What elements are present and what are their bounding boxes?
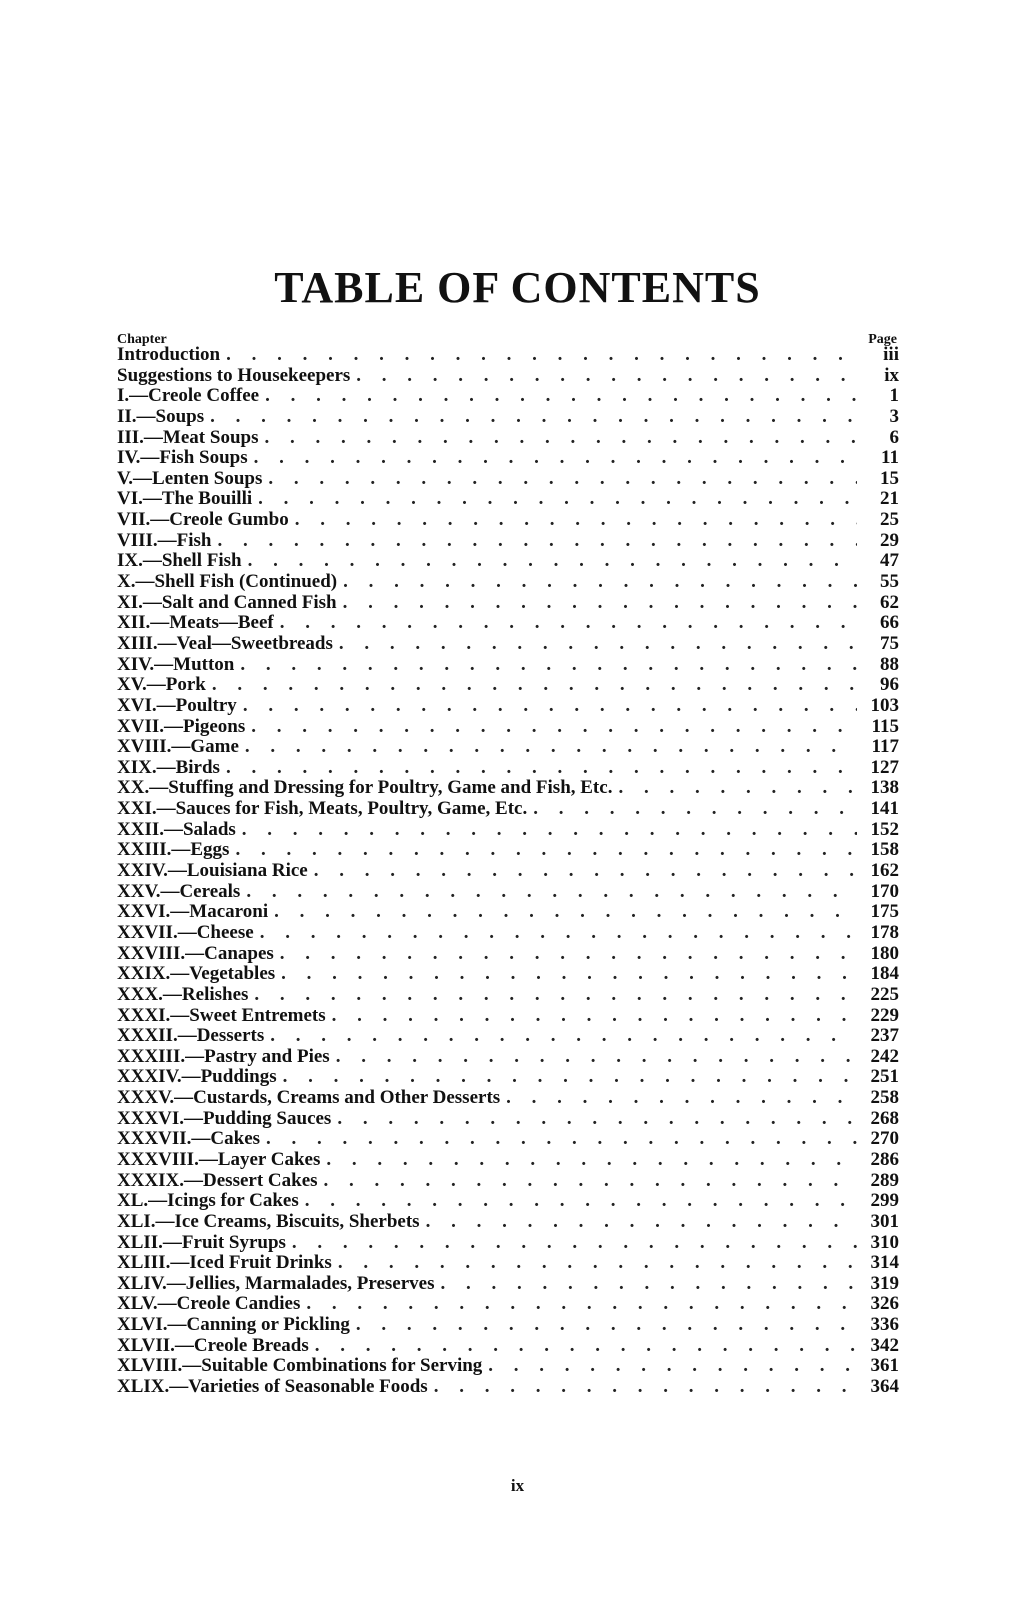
toc-entry-label: Suggestions to Housekeepers <box>117 364 351 386</box>
toc-entry-label: XXXII.—Desserts <box>117 1025 265 1047</box>
toc-entry-label: XXX.—Relishes <box>117 983 249 1005</box>
toc-entry-label: XIII.—Veal—Sweetbreads <box>117 632 333 654</box>
toc-entry-label: XIX.—Birds <box>117 756 220 778</box>
chapter-column-header: Chapter <box>117 332 167 347</box>
toc-entry <box>117 717 899 738</box>
dot-leader <box>270 1026 857 1047</box>
toc-entry-page-number: 3 <box>889 405 899 427</box>
toc-entry-label: XXVI.—Macaroni <box>117 901 269 923</box>
toc-entry <box>117 675 899 696</box>
toc-entry-page-number: 62 <box>880 591 899 613</box>
dot-leader <box>240 655 857 676</box>
dot-leader <box>434 1377 857 1398</box>
toc-entry-label: IV.—Fish Soups <box>117 447 248 469</box>
toc-entry <box>117 964 899 985</box>
toc-entry-page-number: 55 <box>880 571 899 593</box>
toc-entry <box>117 882 899 903</box>
toc-entry-page-number: 25 <box>880 509 899 531</box>
toc-entry-label: XLVII.—Creole Breads <box>117 1334 309 1356</box>
toc-entry-page-number: 258 <box>870 1087 899 1109</box>
toc-entry <box>117 1067 899 1088</box>
toc-entry-label: XXXV.—Custards, Creams and Other Desserts <box>117 1087 501 1109</box>
toc-entry-page-number: 251 <box>870 1066 899 1088</box>
dot-leader <box>280 944 857 965</box>
toc-entry-label: XLIV.—Jellies, Marmalades, Preserves <box>117 1272 435 1294</box>
toc-entry <box>117 737 899 758</box>
dot-leader <box>488 1356 857 1377</box>
toc-entry-label: I.—Creole Coffee <box>117 385 260 407</box>
toc-entry-page-number: 184 <box>870 963 899 985</box>
toc-entry-page-number: 342 <box>870 1334 899 1356</box>
toc-entry <box>117 345 899 366</box>
dot-leader <box>618 778 857 799</box>
dot-leader <box>295 510 857 531</box>
toc-entry <box>117 902 899 923</box>
toc-entry-label: V.—Lenten Soups <box>117 467 263 489</box>
toc-entry-page-number: 117 <box>871 736 899 758</box>
toc-entry-page-number: 336 <box>870 1314 899 1336</box>
toc-entry-page-number: 326 <box>870 1293 899 1315</box>
toc-entry <box>117 944 899 965</box>
toc-entry <box>117 923 899 944</box>
toc-entry-label: XLV.—Creole Candies <box>117 1293 301 1315</box>
toc-entry-page-number: 47 <box>880 550 899 572</box>
toc-entry-label: XLII.—Fruit Syrups <box>117 1231 286 1253</box>
dot-leader <box>324 1171 857 1192</box>
toc-entry-label: X.—Shell Fish (Continued) <box>117 571 338 593</box>
toc-entry-label: VI.—The Bouilli <box>117 488 253 510</box>
toc-entry <box>117 366 899 387</box>
dot-leader <box>260 923 857 944</box>
toc-entry <box>117 1274 899 1295</box>
dot-leader <box>274 902 857 923</box>
toc-entry-page-number: 364 <box>870 1376 899 1398</box>
toc-entry-page-number: 162 <box>870 860 899 882</box>
toc-entry <box>117 655 899 676</box>
toc-entry-page-number: 319 <box>870 1272 899 1294</box>
toc-entry <box>117 1253 899 1274</box>
dot-leader <box>246 882 857 903</box>
toc-entry-page-number: 270 <box>870 1128 899 1150</box>
toc-entry <box>117 1315 899 1336</box>
toc-entry-label: XVIII.—Game <box>117 736 239 758</box>
toc-entry <box>117 1129 899 1150</box>
toc-entry-label: VIII.—Fish <box>117 529 212 551</box>
toc-entry <box>117 1150 899 1171</box>
dot-leader <box>218 531 858 552</box>
toc-entry-label: XXVII.—Cheese <box>117 921 254 943</box>
toc-entry <box>117 1026 899 1047</box>
toc-entry-label: XI.—Salt and Canned Fish <box>117 591 337 613</box>
toc-entry-label: XXIX.—Vegetables <box>117 963 276 985</box>
dot-leader <box>336 1047 857 1068</box>
toc-entry-page-number: iii <box>883 344 899 365</box>
toc-entry <box>117 469 899 490</box>
toc-entry <box>117 1171 899 1192</box>
toc-entry-label: Introduction <box>117 344 221 365</box>
toc-entry-page-number: 286 <box>870 1148 899 1170</box>
toc-entry <box>117 778 899 799</box>
toc-entry-label: XXXVIII.—Layer Cakes <box>117 1148 321 1170</box>
toc-entry-page-number: 138 <box>870 777 899 799</box>
dot-leader <box>268 469 857 490</box>
dot-leader <box>337 1109 857 1130</box>
toc-entry-page-number: 314 <box>870 1252 899 1274</box>
toc-entry-page-number: 180 <box>870 942 899 964</box>
toc-entry-page-number: 21 <box>880 488 899 510</box>
toc-entry-label: XX.—Stuffing and Dressing for Poultry, Game and Fish, Etc. <box>117 777 613 799</box>
toc-entry <box>117 551 899 572</box>
toc-entry <box>117 1088 899 1109</box>
toc-entry <box>117 1377 899 1398</box>
dot-leader <box>266 1129 857 1150</box>
toc-entry-page-number: 66 <box>880 612 899 634</box>
toc-entry <box>117 1109 899 1130</box>
toc-entry-label: XXXIX.—Dessert Cakes <box>117 1169 318 1191</box>
toc-entry-page-number: 103 <box>870 694 899 716</box>
toc-entry-page-number: 158 <box>870 839 899 861</box>
toc-entry-label: II.—Soups <box>117 405 205 427</box>
toc-entry <box>117 1006 899 1027</box>
toc-entry-page-number: 170 <box>870 880 899 902</box>
toc-entry-page-number: 152 <box>870 818 899 840</box>
toc-entry <box>117 1294 899 1315</box>
toc-entry <box>117 820 899 841</box>
toc-entry-label: XXI.—Sauces for Fish, Meats, Poultry, Game, Etc. <box>117 798 528 820</box>
toc-entry <box>117 696 899 717</box>
toc-entry <box>117 489 899 510</box>
toc-entry-label: XXXVI.—Pudding Sauces <box>117 1107 332 1129</box>
toc-entry-label: XXV.—Cereals <box>117 880 241 902</box>
dot-leader <box>254 985 857 1006</box>
page-number: ix <box>510 1476 525 1495</box>
toc-entry-label: XXII.—Salads <box>117 818 236 840</box>
dot-leader <box>356 1315 857 1336</box>
toc-entry-page-number: 127 <box>870 756 899 778</box>
toc-entry-label: XXXVII.—Cakes <box>117 1128 261 1150</box>
toc-entry-label: XIV.—Mutton <box>117 653 235 675</box>
dot-leader <box>314 861 857 882</box>
toc-entry-page-number: 268 <box>870 1107 899 1129</box>
toc-entry-label: XLVI.—Canning or Pickling <box>117 1314 350 1336</box>
toc-entry-label: XXXIII.—Pastry and Pies <box>117 1045 330 1067</box>
toc-entry-label: XXXI.—Sweet Entremets <box>117 1004 326 1026</box>
toc-entry <box>117 758 899 779</box>
toc-entry-label: XVII.—Pigeons <box>117 715 246 737</box>
toc-entry-label: XLVIII.—Suitable Combinations for Serving <box>117 1355 483 1377</box>
dot-leader <box>292 1233 857 1254</box>
toc-entry-label: XXIV.—Louisiana Rice <box>117 860 308 882</box>
toc-entry <box>117 407 899 428</box>
toc-entry-page-number: 178 <box>870 921 899 943</box>
toc-entry-page-number: 229 <box>870 1004 899 1026</box>
dot-leader <box>441 1274 858 1295</box>
toc-entry <box>117 386 899 407</box>
toc-entry-page-number: 175 <box>870 901 899 923</box>
toc-entry <box>117 985 899 1006</box>
toc-entry-page-number: 96 <box>880 674 899 696</box>
toc-entry <box>117 428 899 449</box>
toc-entry-page-number: ix <box>884 364 899 386</box>
toc-entry-label: XLI.—Ice Creams, Biscuits, Sherbets <box>117 1210 420 1232</box>
toc-entry-page-number: 242 <box>870 1045 899 1067</box>
toc-entry-page-number: 115 <box>871 715 899 737</box>
dot-leader <box>235 840 857 861</box>
toc-entry <box>117 448 899 469</box>
dot-leader <box>264 428 857 449</box>
dot-leader <box>251 717 857 738</box>
toc-entry-label: XLIII.—Iced Fruit Drinks <box>117 1252 332 1274</box>
dot-leader <box>533 799 857 820</box>
toc-entry-label: XVI.—Poultry <box>117 694 237 716</box>
toc-entry-page-number: 29 <box>880 529 899 551</box>
dot-leader <box>281 964 857 985</box>
dot-leader <box>210 407 857 428</box>
dot-leader <box>343 572 857 593</box>
toc-entry-page-number: 141 <box>870 798 899 820</box>
toc-entry-label: III.—Meat Soups <box>117 426 259 448</box>
toc-entry-page-number: 6 <box>889 426 899 448</box>
toc-entry-page-number: 225 <box>870 983 899 1005</box>
dot-leader <box>506 1088 857 1109</box>
dot-leader <box>226 345 857 366</box>
page-column-header: Page <box>868 332 897 347</box>
toc-entry-page-number: 88 <box>880 653 899 675</box>
toc-entry-label: XII.—Meats—Beef <box>117 612 274 634</box>
toc-entry-label: XXIII.—Eggs <box>117 839 230 861</box>
toc-entry <box>117 1356 899 1377</box>
toc-entry-page-number: 310 <box>870 1231 899 1253</box>
toc-entry-page-number: 15 <box>880 467 899 489</box>
toc-entry-label: IX.—Shell Fish <box>117 550 242 572</box>
dot-leader <box>356 366 857 387</box>
dot-leader <box>339 634 857 655</box>
toc-entry <box>117 1336 899 1357</box>
dot-leader <box>338 1253 857 1274</box>
toc-entry-page-number: 11 <box>881 447 899 469</box>
toc-entry <box>117 634 899 655</box>
dot-leader <box>248 551 857 572</box>
toc-entry-page-number: 289 <box>870 1169 899 1191</box>
toc-entry <box>117 613 899 634</box>
toc-entry-label: XXVIII.—Canapes <box>117 942 274 964</box>
toc-entry <box>117 1191 899 1212</box>
toc-entry <box>117 840 899 861</box>
toc-entry <box>117 510 899 531</box>
toc-entry <box>117 861 899 882</box>
dot-leader <box>245 737 857 758</box>
toc-entry-page-number: 237 <box>870 1025 899 1047</box>
dot-leader <box>283 1067 857 1088</box>
toc-entry-label: XXXIV.—Puddings <box>117 1066 277 1088</box>
dot-leader <box>280 613 857 634</box>
toc-entry <box>117 1233 899 1254</box>
toc-entry <box>117 799 899 820</box>
toc-entry-page-number: 299 <box>870 1190 899 1212</box>
dot-leader <box>265 386 857 407</box>
table-of-contents-list <box>117 345 899 1398</box>
dot-leader <box>426 1212 857 1233</box>
toc-entry <box>117 593 899 614</box>
dot-leader <box>305 1191 857 1212</box>
toc-entry-page-number: 1 <box>889 385 899 407</box>
toc-entry <box>117 572 899 593</box>
dot-leader <box>242 820 857 841</box>
dot-leader <box>254 448 857 469</box>
toc-entry <box>117 531 899 552</box>
toc-entry-page-number: 75 <box>880 632 899 654</box>
toc-entry-label: XLIX.—Varieties of Seasonable Foods <box>117 1376 428 1398</box>
dot-leader <box>343 593 857 614</box>
toc-entry-page-number: 301 <box>870 1210 899 1232</box>
dot-leader <box>226 758 857 779</box>
toc-entry-label: VII.—Creole Gumbo <box>117 509 289 531</box>
toc-entry <box>117 1212 899 1233</box>
dot-leader <box>306 1294 857 1315</box>
toc-entry-label: XL.—Icings for Cakes <box>117 1190 299 1212</box>
dot-leader <box>258 489 857 510</box>
dot-leader <box>326 1150 857 1171</box>
dot-leader <box>212 675 857 696</box>
page-title: TABLE OF CONTENTS <box>274 263 761 312</box>
dot-leader <box>315 1336 857 1357</box>
dot-leader <box>243 696 857 717</box>
toc-entry-label: XV.—Pork <box>117 674 206 696</box>
toc-entry-page-number: 361 <box>870 1355 899 1377</box>
toc-entry <box>117 1047 899 1068</box>
dot-leader <box>332 1006 857 1027</box>
